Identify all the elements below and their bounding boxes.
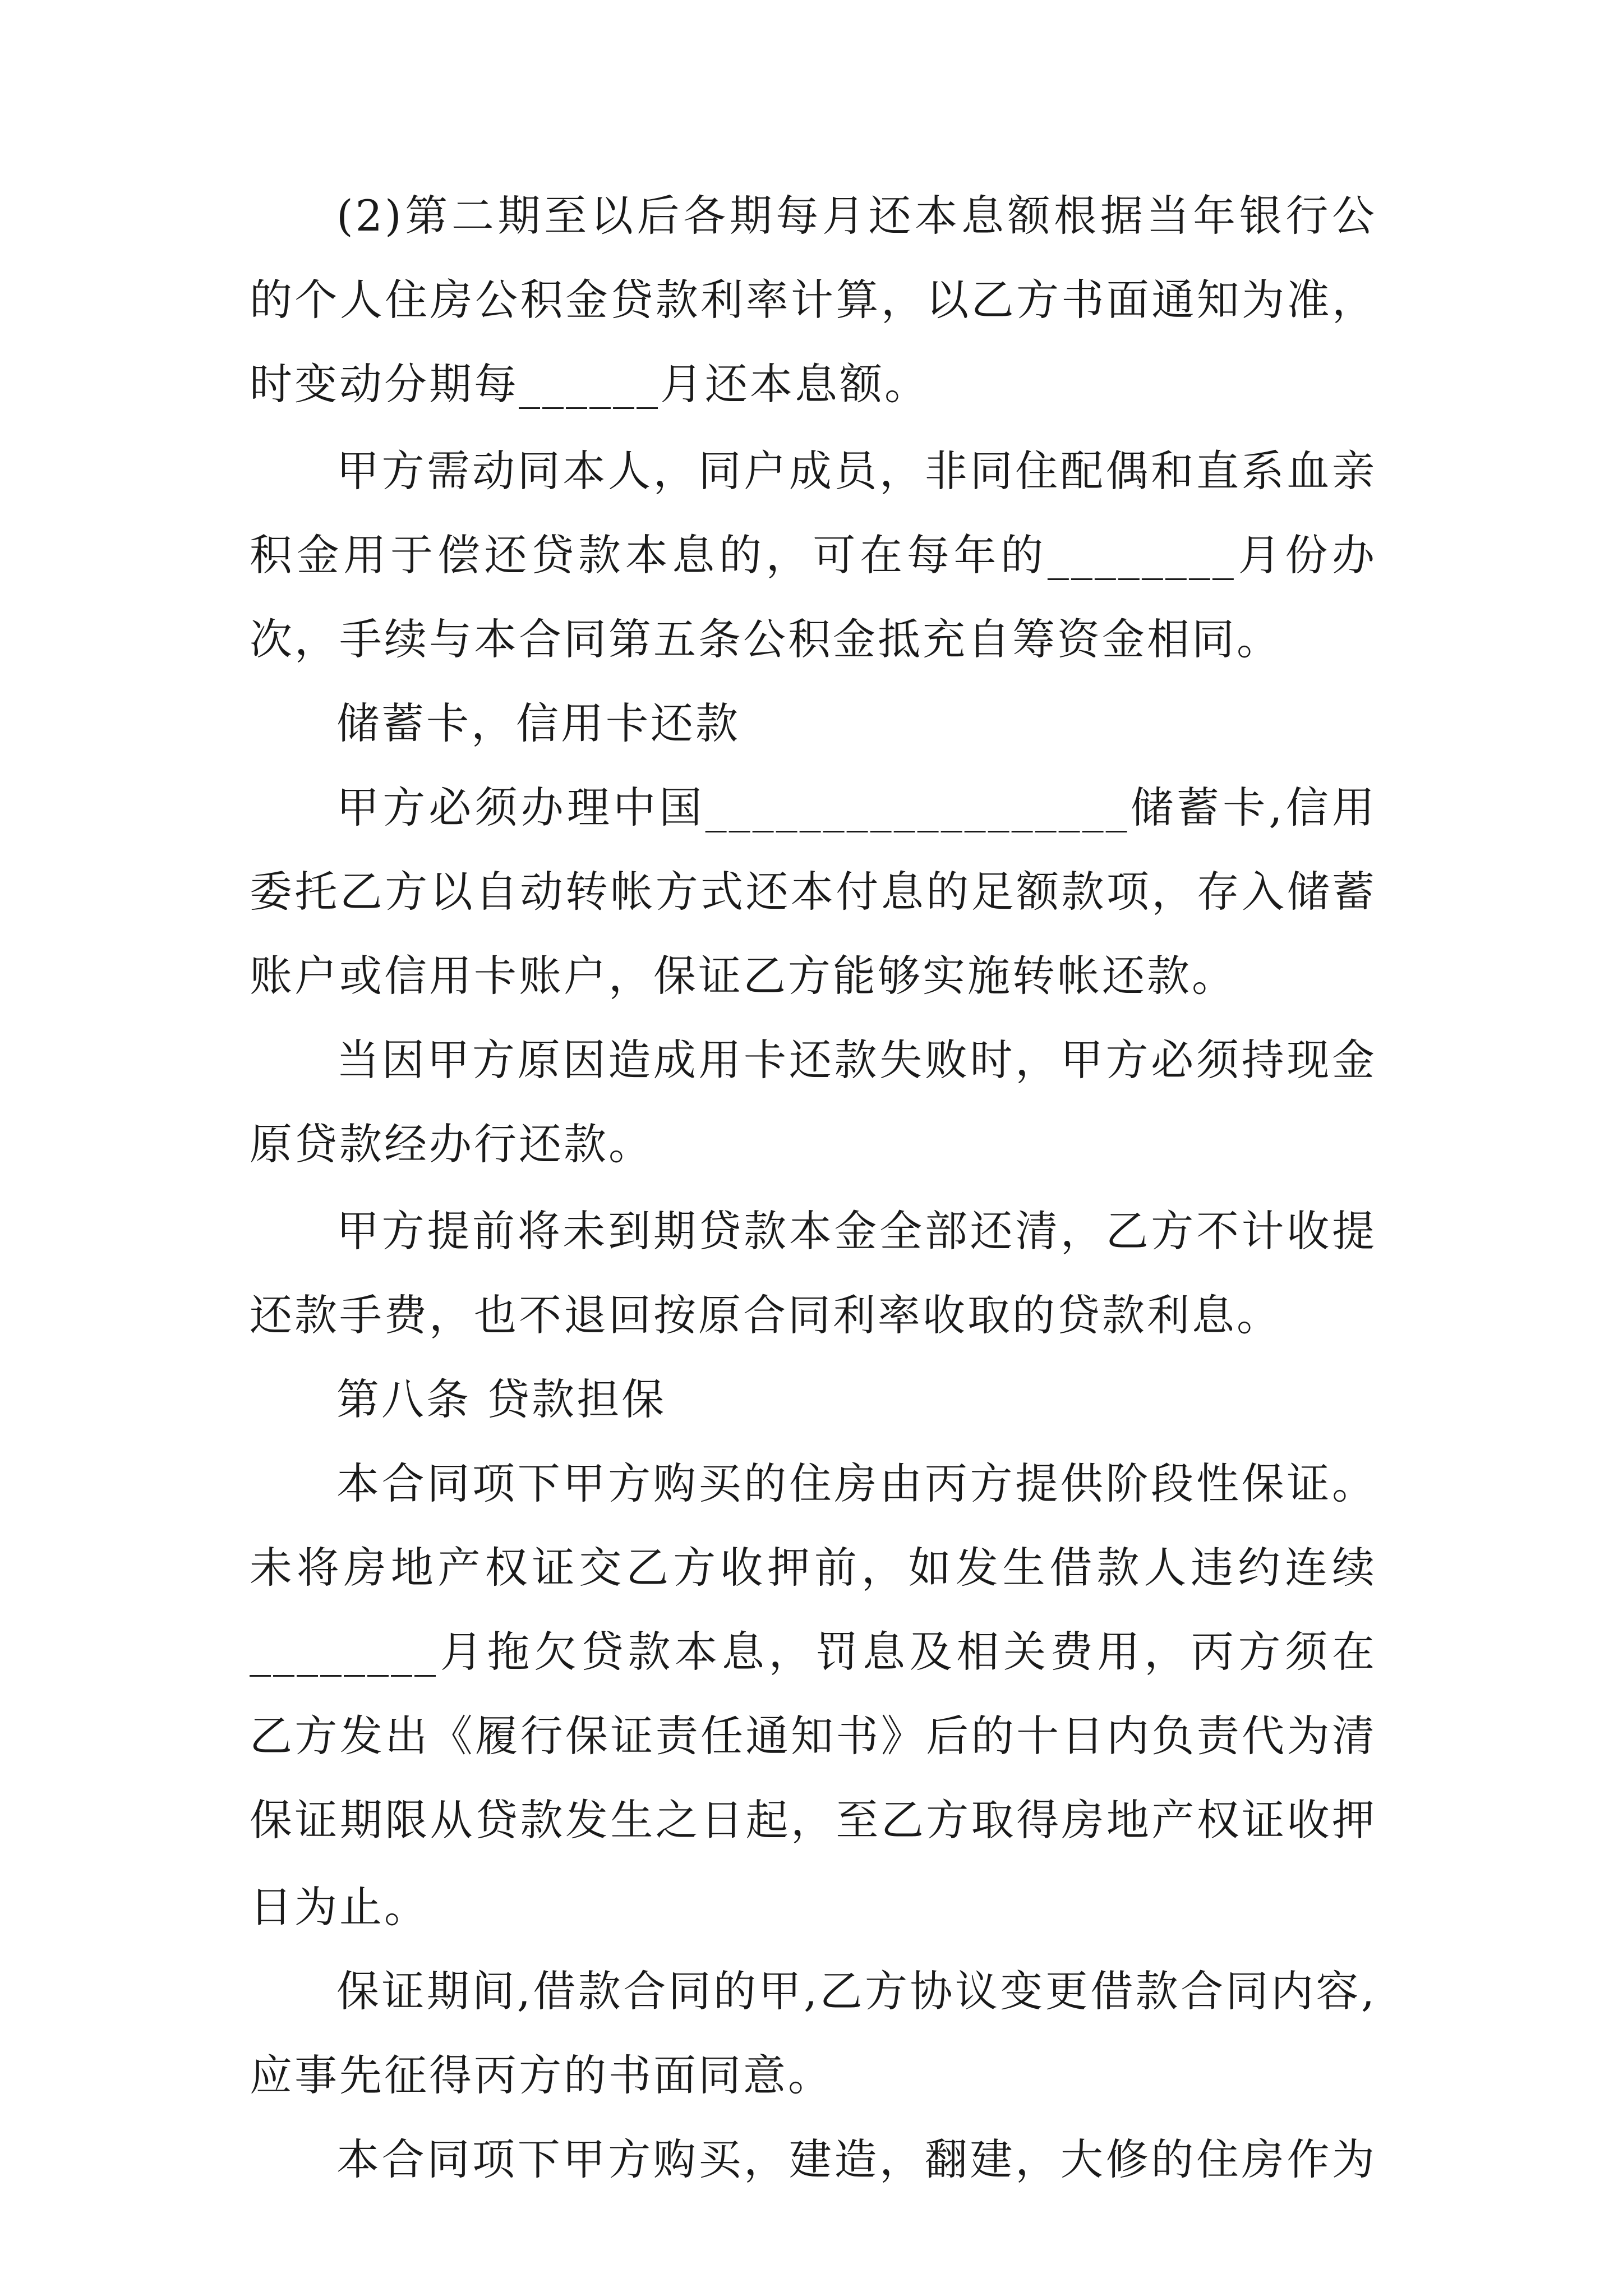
paragraph-line: 保证期间,借款合同的甲,乙方协议变更借款合同内容, bbox=[336, 1966, 1377, 2016]
paragraph-line: 甲方必须办理中国__________________储蓄卡,信用 bbox=[336, 783, 1377, 832]
paragraph-line: 应事先征得丙方的书面同意。 bbox=[250, 2050, 833, 2100]
paragraph-line: 本合同项下甲方购买的住房由丙方提供阶段性保证。 bbox=[336, 1458, 1377, 1508]
paragraph-line: ________月拖欠贷款本息，罚息及相关费用，丙方须在 bbox=[250, 1627, 1377, 1677]
paragraph-line: 委托乙方以自动转帐方式还本付息的足额款项，存入储蓄 bbox=[250, 867, 1377, 917]
paragraph-line: 乙方发出《履行保证责任通知书》后的十日内负责代为清 bbox=[250, 1711, 1377, 1761]
paragraph-line: 储蓄卡，信用卡还款 bbox=[336, 698, 740, 748]
paragraph-line: 原贷款经办行还款。 bbox=[250, 1119, 653, 1169]
paragraph-line: 次，手续与本合同第五条公积金抵充自筹资金相同。 bbox=[250, 614, 1281, 664]
paragraph-line: 第八条 贷款担保 bbox=[336, 1374, 667, 1424]
paragraph-line: 账户或信用卡账户，保证乙方能够实施转帐还款。 bbox=[250, 951, 1237, 1001]
paragraph-line: 日为止。 bbox=[250, 1882, 429, 1932]
paragraph-line: 甲方提前将未到期贷款本金全部还清，乙方不计收提 bbox=[336, 1206, 1377, 1256]
paragraph-line: (2)第二期至以后各期每月还本息额根据当年银行公 bbox=[336, 191, 1377, 241]
paragraph-line: 积金用于偿还贷款本息的，可在每年的________月份办 bbox=[250, 530, 1377, 580]
paragraph-line: 未将房地产权证交乙方收押前，如发生借款人违约连续 bbox=[250, 1543, 1377, 1593]
paragraph-line: 本合同项下甲方购买，建造，翻建，大修的住房作为 bbox=[336, 2134, 1377, 2184]
paragraph-line: 时变动分期每______月还本息额。 bbox=[250, 359, 929, 409]
paragraph-line: 当因甲方原因造成用卡还款失败时，甲方必须持现金 bbox=[336, 1035, 1377, 1085]
paragraph-line: 保证期限从贷款发生之日起，至乙方取得房地产权证收押 bbox=[250, 1795, 1377, 1845]
paragraph-line: 还款手费，也不退回按原合同利率收取的贷款利息。 bbox=[250, 1290, 1281, 1340]
paragraph-line: 的个人住房公积金贷款利率计算，以乙方书面通知为准， bbox=[250, 275, 1377, 325]
paragraph-line: 甲方需动同本人，同户成员，非同住配偶和直系血亲 bbox=[336, 446, 1377, 496]
